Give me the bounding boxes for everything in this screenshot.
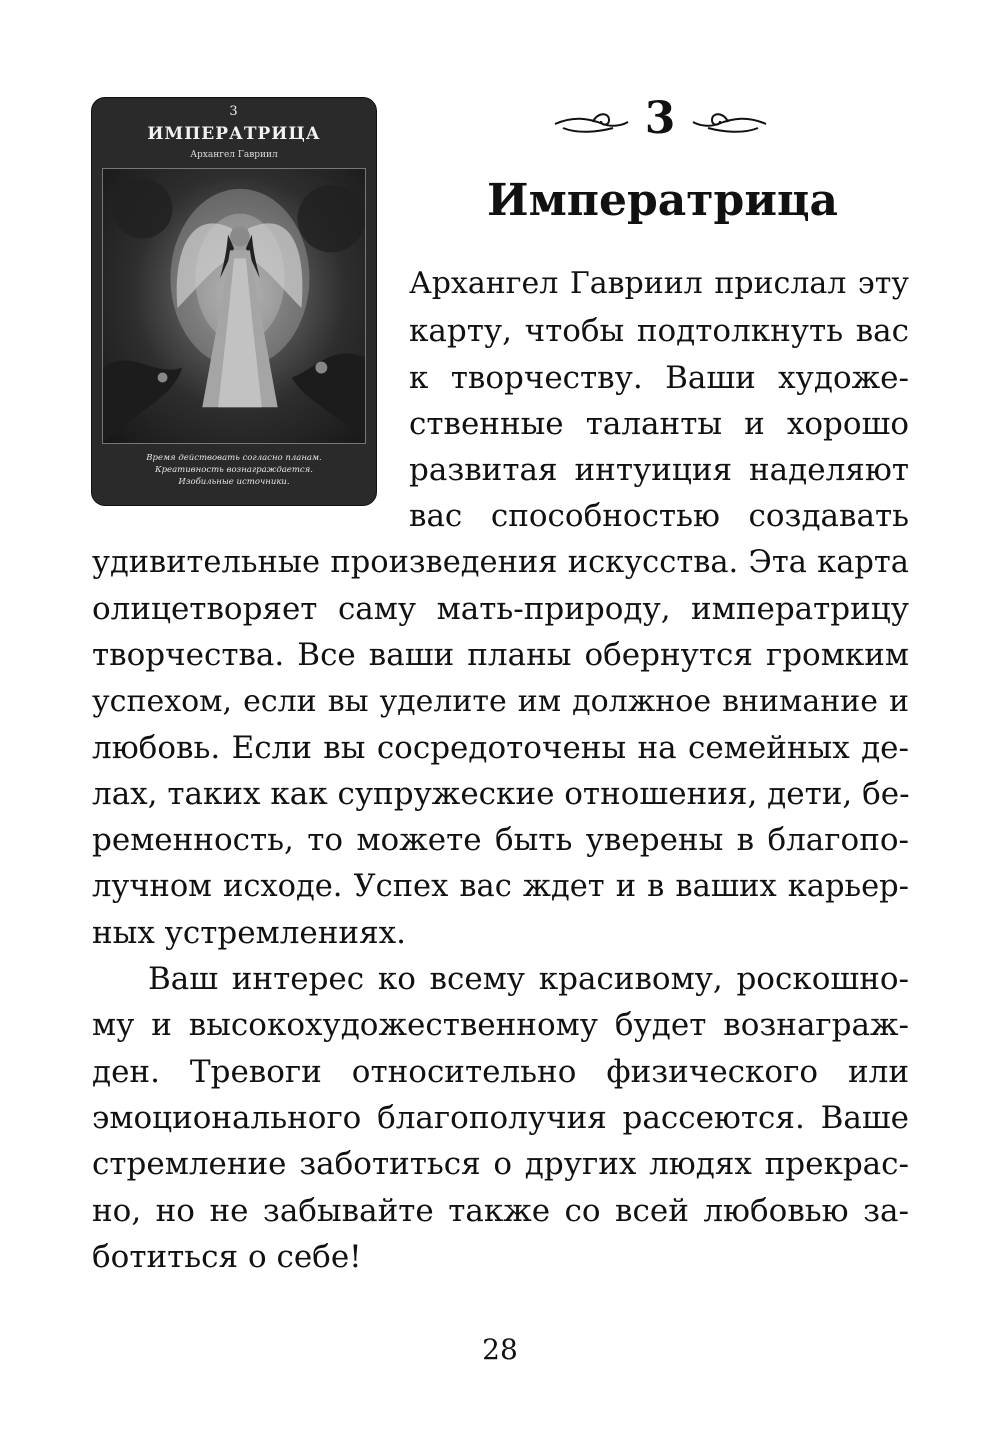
- card-caption: [102, 452, 366, 488]
- text-line: развитая интуиция наделяют: [409, 452, 909, 488]
- page-number: 28: [482, 1333, 518, 1366]
- chapter-number: 3: [630, 94, 690, 144]
- chapter-title: Императрица: [487, 175, 838, 226]
- text-line: к творчеству. Ваши художе-: [409, 360, 909, 396]
- text-line: ден. Тревоги относительно физического или: [92, 1054, 909, 1090]
- text-line: удивительные произведения искусства. Эта карта: [92, 545, 909, 580]
- text-line: стремление заботиться о других людях прекрас-: [92, 1146, 909, 1182]
- text-line: но, но не забывайте также со всей любовью за-: [92, 1193, 909, 1229]
- text-line: ственные таланты и хорошо: [409, 406, 909, 442]
- text-line: Ваш интерес ко всему красивому, роскошно-: [148, 961, 909, 997]
- card-subtitle: Архангел Гавриил: [190, 150, 278, 160]
- card-number: 3: [229, 104, 239, 119]
- tarot-card-image: [91, 97, 377, 506]
- text-line: карту, чтобы подтолкнуть вас: [409, 313, 909, 349]
- text-line: эмоционального благополучия рассеются. Ваше: [92, 1100, 909, 1136]
- text-line: Архангел Гавриил прислал эту: [409, 266, 909, 301]
- card-caption-line: Время действовать согласно планам.: [146, 453, 322, 463]
- text-line: му и высокохудожественному будет вознаграж-: [92, 1007, 909, 1043]
- card-caption-line: Креативность вознаграждается.: [155, 465, 313, 475]
- text-line: лах, таких как супружеские отношения, дети, бе-: [92, 776, 910, 812]
- text-line: ременность, то можете быть уверены в благопо-: [92, 822, 909, 858]
- angel-illustration: [102, 168, 366, 444]
- text-line: любовь. Если вы сосредоточены на семейных де-: [92, 730, 909, 766]
- text-line: олицетворяет саму мать-природу, императрицу: [92, 591, 909, 627]
- text-line: ботиться о себе!: [92, 1239, 362, 1275]
- text-line: творчества. Все ваши планы обернутся громким: [92, 637, 909, 673]
- card-title: ИМПЕРАТРИЦА: [147, 124, 321, 144]
- text-line: вас способностью создавать: [409, 498, 909, 534]
- text-line: успехом, если вы уделите им должное внимание и: [92, 684, 909, 719]
- text-line: лучном исходе. Успех вас ждет и в ваших карьер-: [92, 869, 909, 904]
- card-caption-line: Изобильные источники.: [178, 477, 290, 487]
- text-line: ных устремлениях.: [92, 915, 406, 951]
